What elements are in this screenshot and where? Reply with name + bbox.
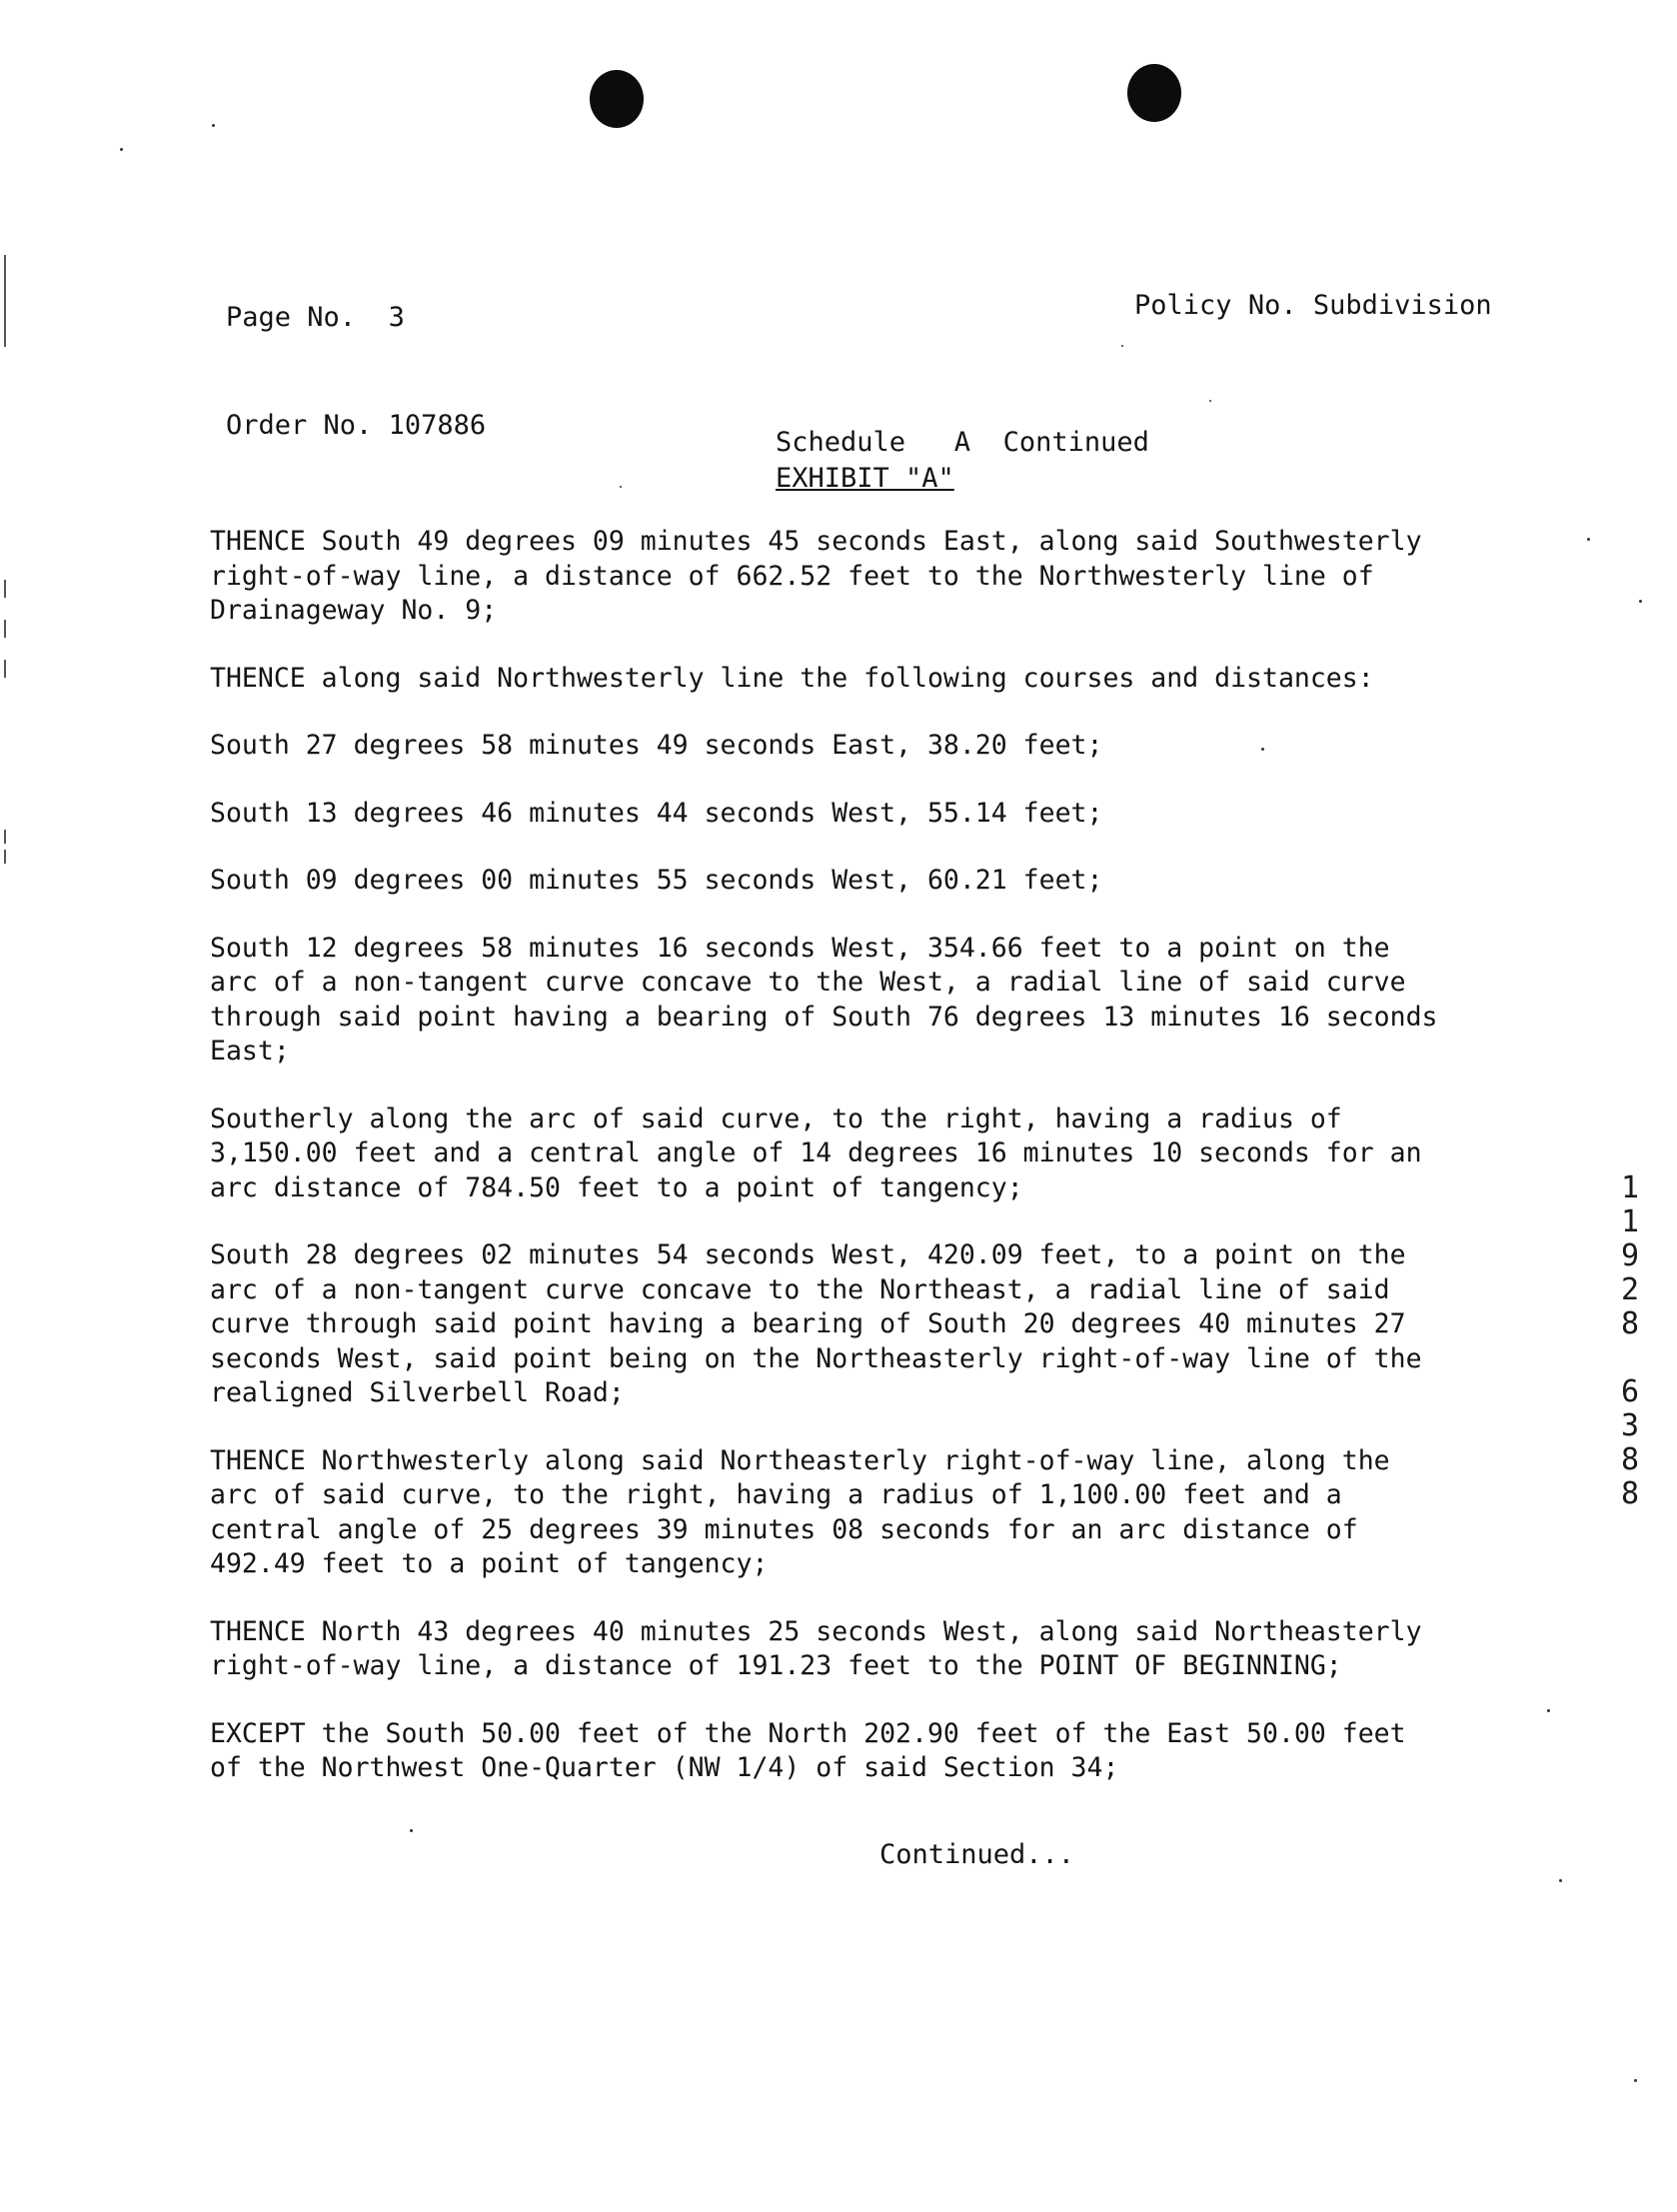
scan-edge-line xyxy=(4,830,6,844)
schedule-title: Schedule A Continued xyxy=(776,427,1149,458)
punch-hole-left xyxy=(590,70,644,128)
scan-speck xyxy=(620,486,622,488)
scan-edge-line xyxy=(4,850,6,864)
scan-speck xyxy=(1547,1709,1550,1712)
stamp-digit: 3 xyxy=(1620,1408,1640,1443)
paragraph: South 12 degrees 58 minutes 16 seconds West, 354.66 feet to a point on the arc of a non-tangent curve concave to the West, a radial line of said curve through said point having a bearing of South 76 degrees 13 minutes 16 seconds East; xyxy=(210,932,1438,1067)
header-right xyxy=(1069,252,1492,360)
scan-speck xyxy=(212,124,215,127)
scan-edge-line xyxy=(4,660,6,678)
title-block xyxy=(776,425,1149,497)
scan-edge-line xyxy=(4,620,6,638)
paragraph: THENCE South 49 degrees 09 minutes 45 seconds East, along said Southwesterly right-of-way line, a distance of 662.52 feet to the Northwesterly line of Drainageway No. 9; xyxy=(210,526,1422,626)
page-number-line xyxy=(226,300,486,336)
legal-description xyxy=(210,525,1529,1819)
stamp-digit: 1 xyxy=(1620,1204,1640,1239)
order-label: Order No. xyxy=(226,410,373,441)
order-number: 107886 xyxy=(388,410,487,441)
paragraph: THENCE Northwesterly along said Northeasterly right-of-way line, along the arc of said curve, to the right, having a radius of 1,100.00 feet and a central angle of 25 degrees 39 minutes 08 seconds for an arc distance of 492.49 feet to a point of tangency; xyxy=(210,1444,1390,1579)
stamp-digit: 8 xyxy=(1620,1476,1640,1511)
stamp-gap xyxy=(1615,1341,1645,1375)
scan-speck xyxy=(1209,400,1211,402)
page-label: Page No. xyxy=(226,302,357,333)
stamp-digit: 8 xyxy=(1620,1442,1640,1477)
paragraph: South 13 degrees 46 minutes 44 seconds West, 55.14 feet; xyxy=(210,797,1103,829)
scan-speck xyxy=(1639,600,1642,603)
exhibit-title: EXHIBIT "A" xyxy=(776,463,954,494)
paragraph: South 28 degrees 02 minutes 54 seconds West, 420.09 feet, to a point on the arc of a non-tangent curve concave to the Northeast, a radial line of said curve through said point having a bearing of South 20 degrees 40 minutes 27 seconds West, said point being on the Northeasterly right-of-way line of the realigned Silverbell Road; xyxy=(210,1239,1422,1408)
paragraph: South 09 degrees 00 minutes 55 seconds West, 60.21 feet; xyxy=(210,865,1103,896)
policy-value: Subdivision xyxy=(1312,290,1492,321)
paragraph: Southerly along the arc of said curve, to the right, having a radius of 3,150.00 feet and a central angle of 14 degrees 16 minutes 10 seconds for an arc distance of 784.50 feet to a point of tangency; xyxy=(210,1103,1422,1203)
page-number: 3 xyxy=(388,302,405,333)
scan-edge-line xyxy=(4,580,6,598)
continued-footer: Continued... xyxy=(879,1839,1075,1870)
scan-speck xyxy=(1634,2079,1637,2082)
stamp-digit: 1 xyxy=(1620,1170,1640,1205)
paragraph: EXCEPT the South 50.00 feet of the North 202.90 feet of the East 50.00 feet of the Northwest One-Quarter (NW 1/4) of said Section 34; xyxy=(210,1717,1406,1783)
paragraph: THENCE North 43 degrees 40 minutes 25 seconds West, along said Northeasterly right-of-way line, a distance of 191.23 feet to the POINT OF BEGINNING; xyxy=(210,1615,1422,1681)
stamp-digit: 8 xyxy=(1620,1306,1640,1341)
scan-edge-line xyxy=(4,255,6,347)
policy-label: Policy No. xyxy=(1134,290,1297,321)
stamp-digit: 9 xyxy=(1620,1238,1640,1273)
order-number-line xyxy=(226,408,486,444)
scan-speck xyxy=(1587,538,1590,541)
margin-stamp-number xyxy=(1615,1171,1645,1511)
header-left xyxy=(226,228,486,516)
punch-hole-right xyxy=(1127,64,1181,122)
scan-speck xyxy=(410,1829,413,1832)
stamp-digit: 6 xyxy=(1620,1374,1640,1409)
scan-speck xyxy=(120,148,123,151)
scan-speck xyxy=(1559,1879,1562,1882)
stamp-digit: 2 xyxy=(1620,1272,1640,1307)
paragraph: THENCE along said Northwesterly line the following courses and distances: xyxy=(210,662,1374,694)
paragraph: South 27 degrees 58 minutes 49 seconds East, 38.20 feet; xyxy=(210,730,1103,761)
